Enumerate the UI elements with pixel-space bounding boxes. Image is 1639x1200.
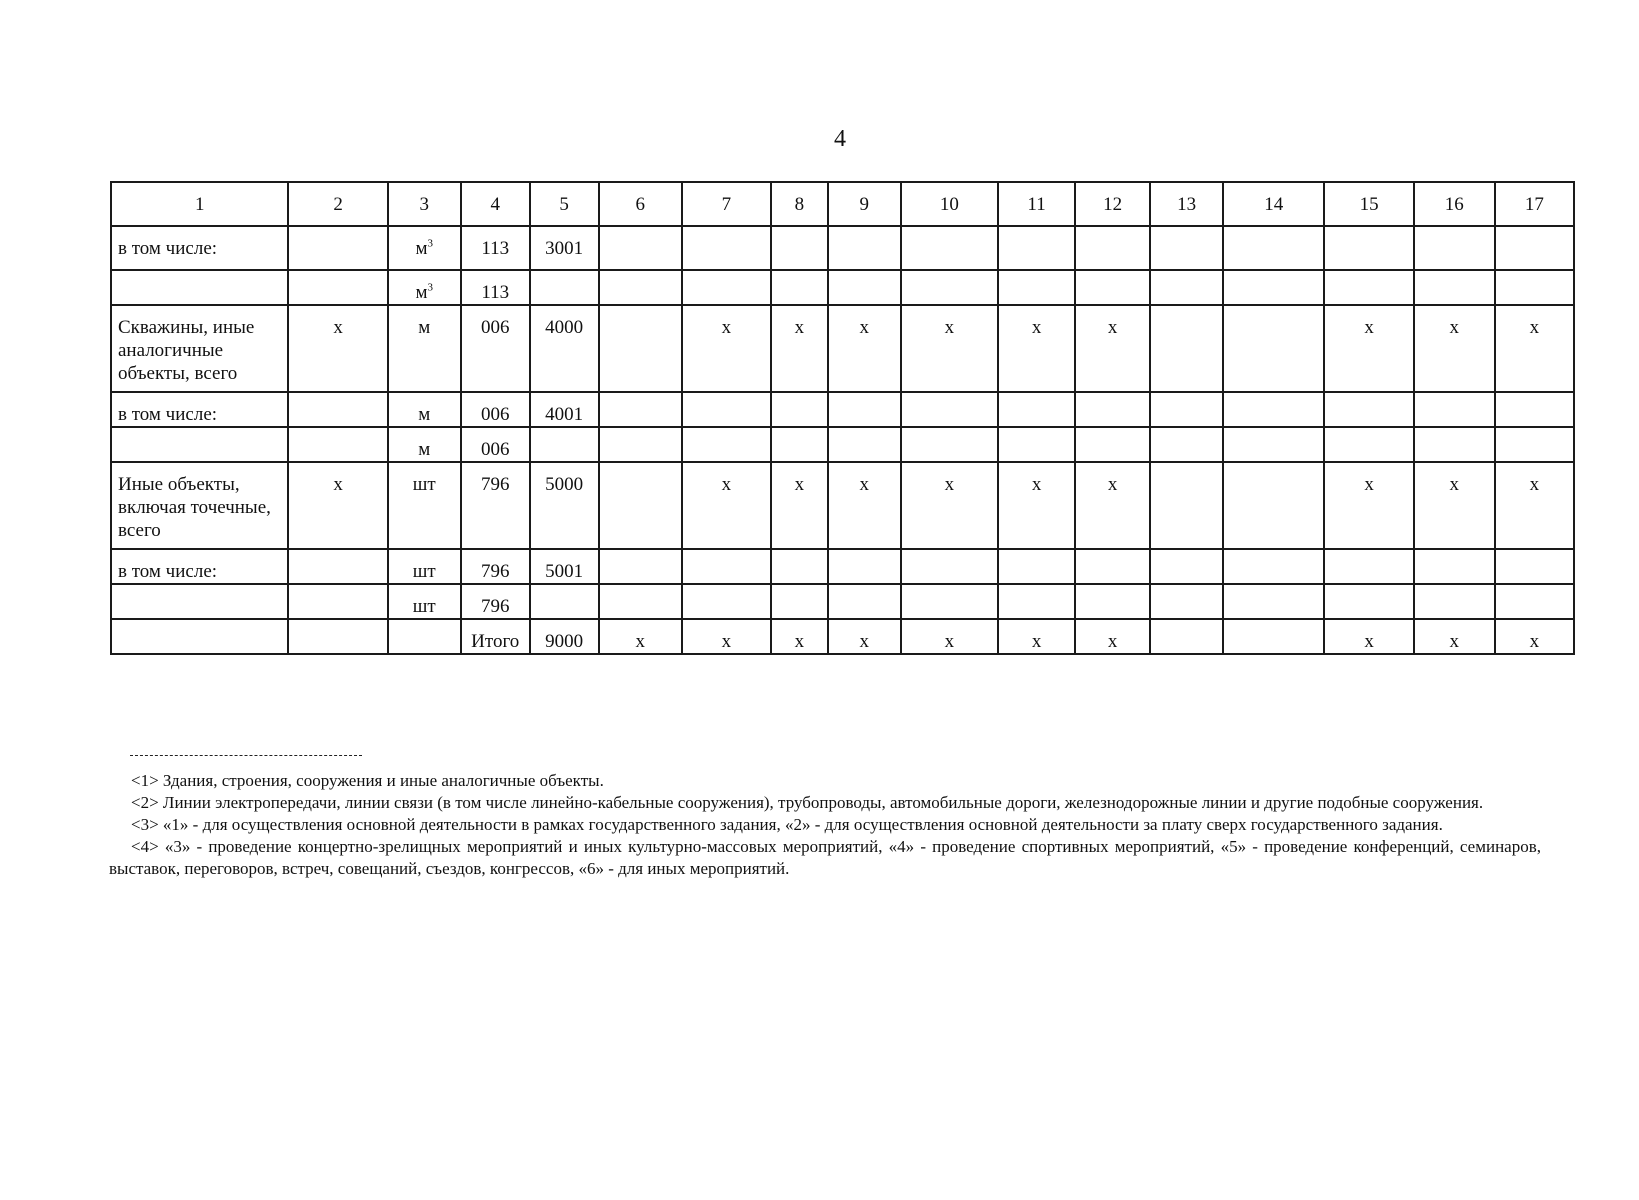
table-cell: 006 (461, 427, 530, 462)
table-cell: Иные объекты, включая точечные, всего (111, 462, 288, 549)
table-cell (288, 226, 387, 270)
table-row (111, 270, 1574, 305)
table-cell: 4000 (530, 305, 599, 392)
table-cell: шт (388, 549, 461, 584)
table-cell: х (771, 305, 828, 392)
column-header-14: 14 (1223, 182, 1324, 226)
table-row (111, 226, 1574, 270)
table-cell (682, 270, 771, 305)
column-header-4: 4 (461, 182, 530, 226)
footnote-1: <1> Здания, строения, сооружения и иные аналогичные объекты. (131, 771, 604, 790)
table-cell (1223, 226, 1324, 270)
table-cell: х (682, 305, 771, 392)
table-header-row (111, 182, 1574, 226)
table-cell (599, 427, 682, 462)
table-cell (288, 392, 387, 427)
table-cell: в том числе: (111, 392, 288, 427)
table-cell: 9000 (530, 619, 599, 654)
table-cell (111, 427, 288, 462)
table-cell: в том числе: (111, 549, 288, 584)
table-cell (998, 549, 1075, 584)
footnote-3: <3> «1» - для осуществления основной деятельности в рамках государственного задания, «2» - для осуществления основной деятельности за плату сверх государственного задания. (131, 815, 1443, 834)
table-cell: х (901, 462, 998, 549)
table-cell (1495, 549, 1574, 584)
table-cell: м (388, 305, 461, 392)
table-cell (1223, 584, 1324, 619)
table-cell (530, 427, 599, 462)
column-header-1: 1 (111, 182, 288, 226)
column-header-13: 13 (1150, 182, 1223, 226)
table-cell: $м^3$ (388, 226, 461, 270)
table-cell: х (998, 619, 1075, 654)
table-cell: х (1495, 462, 1574, 549)
table-cell: х (682, 619, 771, 654)
table-cell: х (1075, 305, 1150, 392)
table-cell: в том числе: (111, 226, 288, 270)
table-cell (1075, 226, 1150, 270)
table-cell (1223, 549, 1324, 584)
table-cell: х (1324, 619, 1413, 654)
table-cell: х (1495, 619, 1574, 654)
table-cell (1223, 619, 1324, 654)
table-cell: х (682, 462, 771, 549)
column-header-15: 15 (1324, 182, 1413, 226)
table-cell (1324, 392, 1413, 427)
table-cell (1495, 226, 1574, 270)
table-cell (1324, 584, 1413, 619)
table-cell (1324, 427, 1413, 462)
column-header-12: 12 (1075, 182, 1150, 226)
table-cell: шт (388, 462, 461, 549)
table-cell: 796 (461, 584, 530, 619)
table-cell (771, 270, 828, 305)
table-cell (288, 270, 387, 305)
table-cell: х (998, 462, 1075, 549)
page-number: 4 (834, 126, 846, 152)
table-cell (288, 619, 387, 654)
table-cell (1223, 462, 1324, 549)
table-cell (599, 462, 682, 549)
table-cell (1414, 427, 1495, 462)
table-cell: х (771, 462, 828, 549)
table-cell (1495, 392, 1574, 427)
table-cell: х (901, 619, 998, 654)
data-table (110, 181, 1575, 655)
table-cell: х (599, 619, 682, 654)
table-cell: 796 (461, 549, 530, 584)
column-header-3: 3 (388, 182, 461, 226)
table-cell (1414, 549, 1495, 584)
table-cell (1150, 392, 1223, 427)
table-cell: х (1414, 305, 1495, 392)
table-cell (998, 584, 1075, 619)
table-cell (1075, 584, 1150, 619)
table-cell (530, 584, 599, 619)
table-cell (828, 427, 901, 462)
table-row (111, 549, 1574, 584)
table-cell (901, 584, 998, 619)
table-cell: х (828, 619, 901, 654)
table-cell (771, 427, 828, 462)
table-cell (1075, 427, 1150, 462)
table-cell: х (1495, 305, 1574, 392)
table-row (111, 305, 1574, 392)
table-cell (1075, 270, 1150, 305)
table-cell (1324, 226, 1413, 270)
table-row (111, 619, 1574, 654)
table-cell: Итого (461, 619, 530, 654)
table-cell (288, 427, 387, 462)
column-header-7: 7 (682, 182, 771, 226)
table-cell (388, 619, 461, 654)
table-cell (682, 427, 771, 462)
table-cell (599, 549, 682, 584)
column-header-9: 9 (828, 182, 901, 226)
table-cell (901, 392, 998, 427)
table-cell (1414, 226, 1495, 270)
column-header-5: 5 (530, 182, 599, 226)
table-cell: х (828, 305, 901, 392)
table-cell (1414, 270, 1495, 305)
table-cell: х (828, 462, 901, 549)
table-cell: х (901, 305, 998, 392)
table-cell: 006 (461, 305, 530, 392)
table-cell (1414, 392, 1495, 427)
table-cell: шт (388, 584, 461, 619)
table-cell: $м^3$ (388, 270, 461, 305)
table-cell (530, 270, 599, 305)
table-cell (682, 392, 771, 427)
table-cell (1223, 270, 1324, 305)
table-cell: 796 (461, 462, 530, 549)
table-cell: х (1414, 462, 1495, 549)
table-cell: м (388, 427, 461, 462)
table-cell: х (288, 462, 387, 549)
table-cell (1150, 226, 1223, 270)
table-cell (901, 427, 998, 462)
table-cell (771, 584, 828, 619)
table-cell (771, 226, 828, 270)
table-cell: х (771, 619, 828, 654)
table-cell (599, 226, 682, 270)
table-cell (771, 392, 828, 427)
table-cell (828, 549, 901, 584)
table-cell (1324, 549, 1413, 584)
table-row (111, 427, 1574, 462)
table-cell: х (1324, 305, 1413, 392)
column-header-11: 11 (998, 182, 1075, 226)
table-cell (1414, 584, 1495, 619)
table-cell: Скважины, иные аналогичные объекты, всего (111, 305, 288, 392)
footnote-4: <4> «3» - проведение концертно-зрелищных мероприятий и иных культурно-массовых мероприятий, «4» - проведение спортивных мероприятий, «5» - проведение конференций, семинаров, выставок, переговоров, встреч, совещаний, съездов, конгрессов, «6» - для иных мероприятий. (109, 837, 1541, 878)
table-cell (1150, 619, 1223, 654)
table-cell: 5001 (530, 549, 599, 584)
table-cell (998, 226, 1075, 270)
column-header-8: 8 (771, 182, 828, 226)
table-cell: 4001 (530, 392, 599, 427)
table-cell (599, 392, 682, 427)
table-cell (1150, 462, 1223, 549)
table-cell (682, 226, 771, 270)
table-row (111, 462, 1574, 549)
table-cell (828, 226, 901, 270)
table-cell (998, 392, 1075, 427)
footnote-2: <2> Линии электропередачи, линии связи (в том числе линейно-кабельные сооружения), трубопроводы, автомобильные дороги, железнодорожные линии и другие подобные сооружения. (131, 793, 1484, 812)
table-cell (901, 549, 998, 584)
table-cell (599, 305, 682, 392)
table-cell (682, 549, 771, 584)
table-cell: х (1075, 462, 1150, 549)
table-cell (1075, 549, 1150, 584)
table-cell: 113 (461, 226, 530, 270)
table-cell (1223, 392, 1324, 427)
table-cell (998, 270, 1075, 305)
table-cell: м (388, 392, 461, 427)
table-cell (1150, 270, 1223, 305)
table-cell: х (1324, 462, 1413, 549)
table-row (111, 584, 1574, 619)
table-cell (998, 427, 1075, 462)
table-cell (111, 619, 288, 654)
table-cell (1150, 305, 1223, 392)
table-cell (288, 549, 387, 584)
column-header-16: 16 (1414, 182, 1495, 226)
table-cell (1495, 270, 1574, 305)
table-cell: х (1075, 619, 1150, 654)
table-cell (599, 270, 682, 305)
table-cell (1495, 584, 1574, 619)
table-cell: х (288, 305, 387, 392)
table-cell (1075, 392, 1150, 427)
table-cell (1150, 584, 1223, 619)
table-cell (1150, 427, 1223, 462)
table-cell: х (1414, 619, 1495, 654)
table-cell (771, 549, 828, 584)
table-cell (1223, 427, 1324, 462)
table-cell (828, 392, 901, 427)
footnotes (109, 770, 1541, 880)
table-cell (1495, 427, 1574, 462)
table-cell (599, 584, 682, 619)
table-cell: 006 (461, 392, 530, 427)
table-cell: х (998, 305, 1075, 392)
table-cell: 5000 (530, 462, 599, 549)
table-cell (288, 584, 387, 619)
table-cell (901, 270, 998, 305)
table-row (111, 392, 1574, 427)
table-cell (828, 270, 901, 305)
table-cell (111, 584, 288, 619)
column-header-10: 10 (901, 182, 998, 226)
table-cell (1324, 270, 1413, 305)
table-cell (901, 226, 998, 270)
table-cell (1223, 305, 1324, 392)
column-header-6: 6 (599, 182, 682, 226)
table-cell: 113 (461, 270, 530, 305)
column-header-17: 17 (1495, 182, 1574, 226)
column-header-2: 2 (288, 182, 387, 226)
table-cell (828, 584, 901, 619)
footnote-separator (130, 755, 362, 756)
table-cell: 3001 (530, 226, 599, 270)
table-cell (111, 270, 288, 305)
table-cell (682, 584, 771, 619)
table-cell (1150, 549, 1223, 584)
